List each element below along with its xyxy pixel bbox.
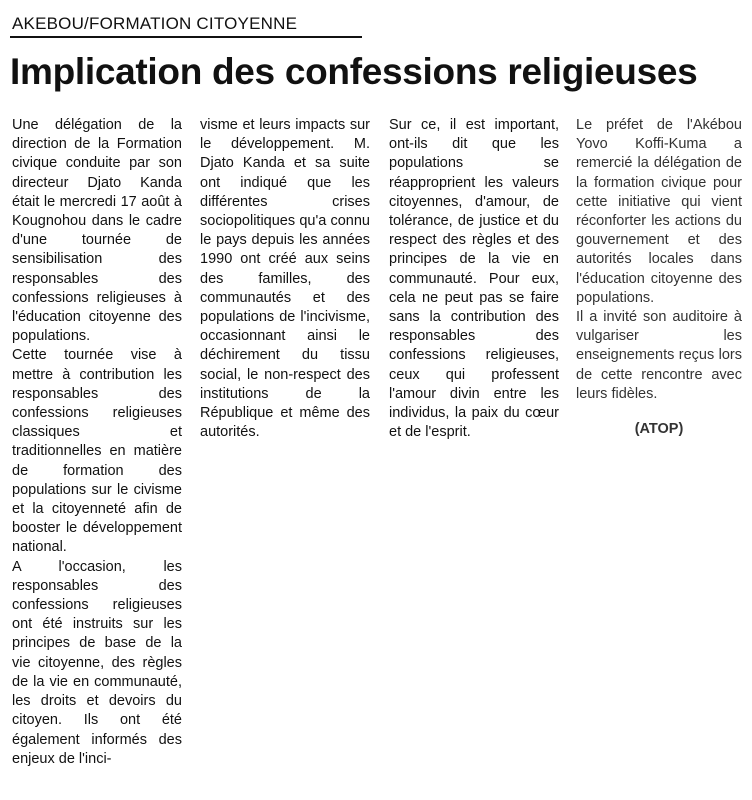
article-column-1: [12, 116, 182, 769]
article-column-3: [389, 116, 559, 442]
article-headline: Implication des confessions religieuses: [10, 51, 698, 92]
paragraph: Une délégation de la direction de la Formation civique conduite par son directeur Djato Kanda était le mercredi 17 août à Kougnohou dans le cadre d'une tournée de sensibilisation des responsables des confessions religieuses à l'éducation citoyenne des populations.: [12, 117, 182, 345]
paragraph: visme et leurs impacts sur le développement. M. Djato Kanda et sa suite ont indiqué que les différentes crises sociopolitiques qu'a connu le pays depuis les années 1990 ont créé aux seins des familles, des communautés et des populations de l'incivisme, occasionnant ainsi le déchirement du tissu social, le non-respect des institutions de la République et même des autorités.: [200, 117, 370, 441]
paragraph: Cette tournée vise à mettre à contribution les responsables des confessions religieuses classiques et traditionnelles en matière de formation des populations sur le civisme et la citoyenneté afin de booster le développement national.: [12, 347, 182, 556]
paragraph: Il a invité son auditoire à vulgariser les enseignements reçus lors de cette rencontre avec leurs fidèles.: [576, 309, 742, 402]
paragraph: A l'occasion, les responsables des confessions religieuses ont été instruits sur les principes de base de la vie citoyenne, des règles de la vie en communauté, les droits et devoirs du citoyen. Ils ont été également informés des enjeux de l'inci-: [12, 558, 182, 767]
article-column-4: [576, 116, 742, 439]
article-signature: (ATOP): [634, 421, 684, 438]
kicker-underline: [10, 36, 362, 38]
article-column-2: [200, 116, 370, 442]
paragraph: Le préfet de l'Akébou Yovo Koffi-Kuma a remercié la délégation de la formation civique pour cette initiative qui vient réconforter les actions du gouvernement et des autorités locales dans l'éducation citoyenne des populations.: [576, 117, 742, 306]
section-kicker: AKEBOU/FORMATION CITOYENNE: [12, 14, 298, 33]
paragraph: Sur ce, il est important, ont-ils dit que les populations se réapproprient les valeurs citoyennes, d'amour, de tolérance, de justice et du respect des règles et des principes de la vie en communauté. Pour eux, cela ne peut pas se faire sans la contribution des responsables des confessions religieuses, ceux qui professent l'amour divin entre les individus, la paix du cœur et de l'esprit.: [389, 117, 559, 441]
